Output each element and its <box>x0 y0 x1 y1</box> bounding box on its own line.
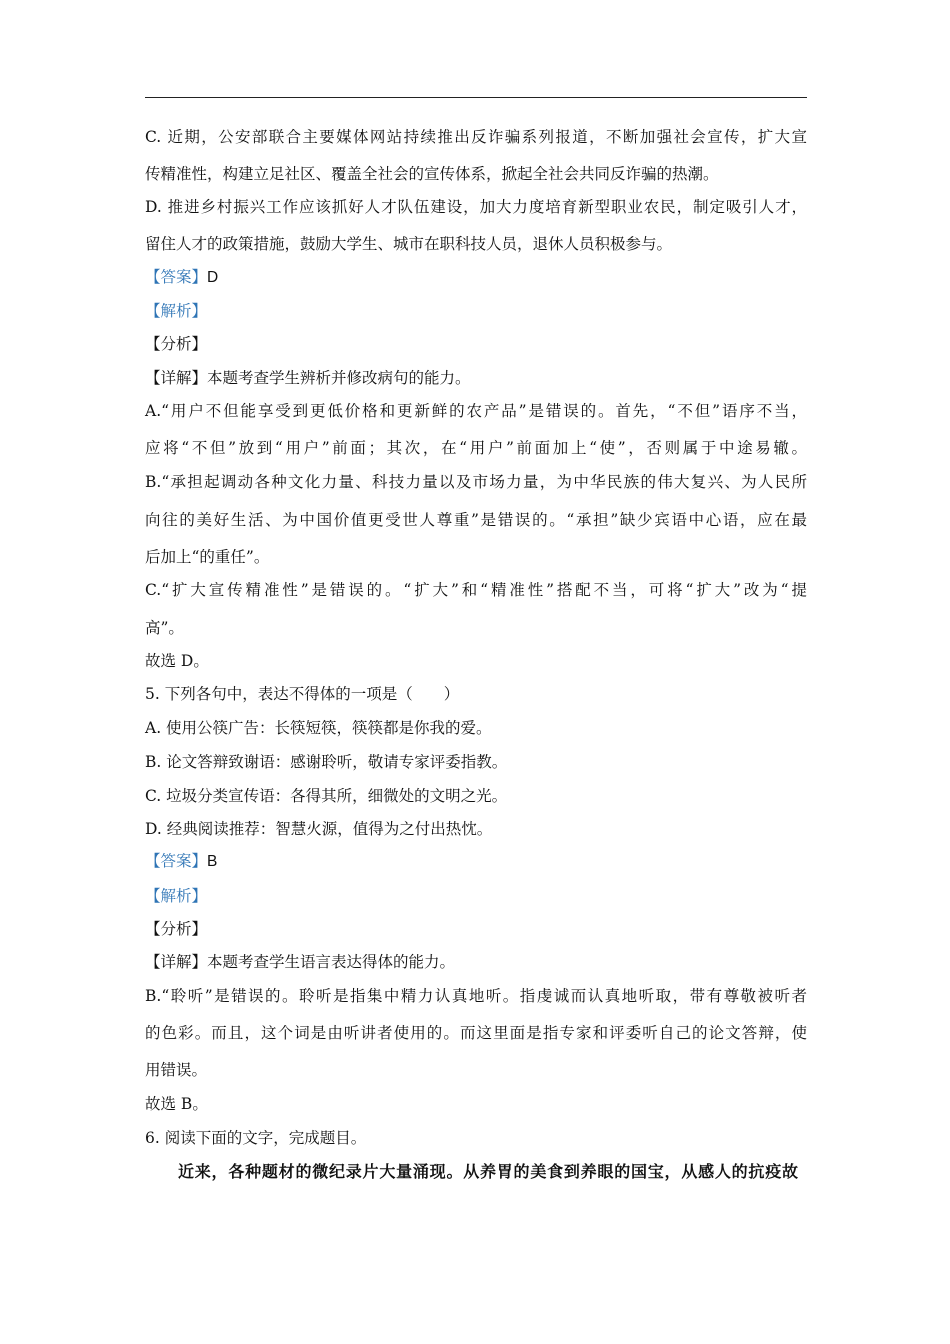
conclusion-b: 故选 B。 <box>145 1095 208 1113</box>
question-5: 5. 下列各句中，表达不得体的一项是（ ） <box>145 685 460 703</box>
explain-a-line2: 应将“不但”放到“用户”前面；其次，在“用户”前面加上“使”，否则属于中途易辙。 <box>145 439 807 457</box>
fenxi-label: 【分析】 <box>145 335 208 353</box>
detail-label: 【详解】 <box>145 369 208 387</box>
detail-label: 【详解】 <box>145 953 208 971</box>
q5-option-b: B. 论文答辩致谢语：感谢聆听，敬请专家评委指教。 <box>145 753 508 771</box>
answer-value: B <box>207 853 218 870</box>
explain-b-line1: B.“承担起调动各种文化力量、科技力量以及市场力量，为中华民族的伟大复兴、为人民所 <box>145 473 807 491</box>
header-rule <box>145 97 807 98</box>
q5-explain-line2: 的色彩。而且，这个词是由听讲者使用的。而这里面是指专家和评委听自己的论文答辩，使 <box>145 1024 807 1042</box>
option-c-line1: C. 近期，公安部联合主要媒体网站持续推出反诈骗系列报道，不断加强社会宣传，扩大宣 <box>145 128 807 146</box>
q5-option-d: D. 经典阅读推荐：智慧火源，值得为之付出热忱。 <box>145 820 493 838</box>
explain-c-line2: 高”。 <box>145 619 184 637</box>
passage-line1: 近来，各种题材的微纪录片大量涌现。从养胃的美食到养眼的国宝，从感人的抗疫故 <box>178 1164 798 1181</box>
q5-explain-line1: B.“聆听”是错误的。聆听是指集中精力认真地听。指虔诚而认真地听取，带有尊敬被听者 <box>145 987 807 1005</box>
answer-label: 【答案】 <box>145 268 208 286</box>
explain-a-line1: A.“用户不但能享受到更低价格和更新鲜的农产品”是错误的。首先，“不但”语序不当， <box>145 402 807 420</box>
q5-answer-row <box>145 851 807 871</box>
q5-option-a: A. 使用公筷广告：长筷短筷，筷筷都是你我的爱。 <box>145 719 492 737</box>
q5-fenxi-label: 【分析】 <box>145 920 208 938</box>
option-d-line2: 留住人才的政策措施，鼓励大学生、城市在职科技人员，退休人员积极参与。 <box>145 235 673 253</box>
detail-text: 本题考查学生语言表达得体的能力。 <box>207 953 456 971</box>
analysis-label: 【解析】 <box>145 302 208 320</box>
question-6: 6. 阅读下面的文字，完成题目。 <box>145 1129 367 1147</box>
conclusion-d: 故选 D。 <box>145 652 209 670</box>
explain-b-line3: 后加上“的重任”。 <box>145 548 270 566</box>
detail-text: 本题考查学生辨析并修改病句的能力。 <box>207 369 471 387</box>
q5-detail-row <box>145 952 807 972</box>
explain-c-line1: C.“扩大宣传精准性”是错误的。“扩大”和“精准性”搭配不当，可将“扩大”改为“提 <box>145 581 807 599</box>
option-c-line2: 传精准性，构建立足社区、覆盖全社会的宣传体系，掀起全社会共同反诈骗的热潮。 <box>145 165 719 183</box>
explain-b-line2: 向往的美好生活、为中国价值更受世人尊重”是错误的。“承担”缺少宾语中心语，应在最 <box>145 511 807 529</box>
answer-value: D <box>207 269 219 286</box>
q5-option-c: C. 垃圾分类宣传语：各得其所，细微处的文明之光。 <box>145 787 508 805</box>
answer-row <box>145 267 807 287</box>
option-d-line1: D. 推进乡村振兴工作应该抓好人才队伍建设，加大力度培育新型职业农民，制定吸引人才， <box>145 198 807 216</box>
q5-analysis-label: 【解析】 <box>145 887 208 905</box>
answer-label: 【答案】 <box>145 852 208 870</box>
detail-row <box>145 368 807 388</box>
q5-explain-line3: 用错误。 <box>145 1061 208 1079</box>
